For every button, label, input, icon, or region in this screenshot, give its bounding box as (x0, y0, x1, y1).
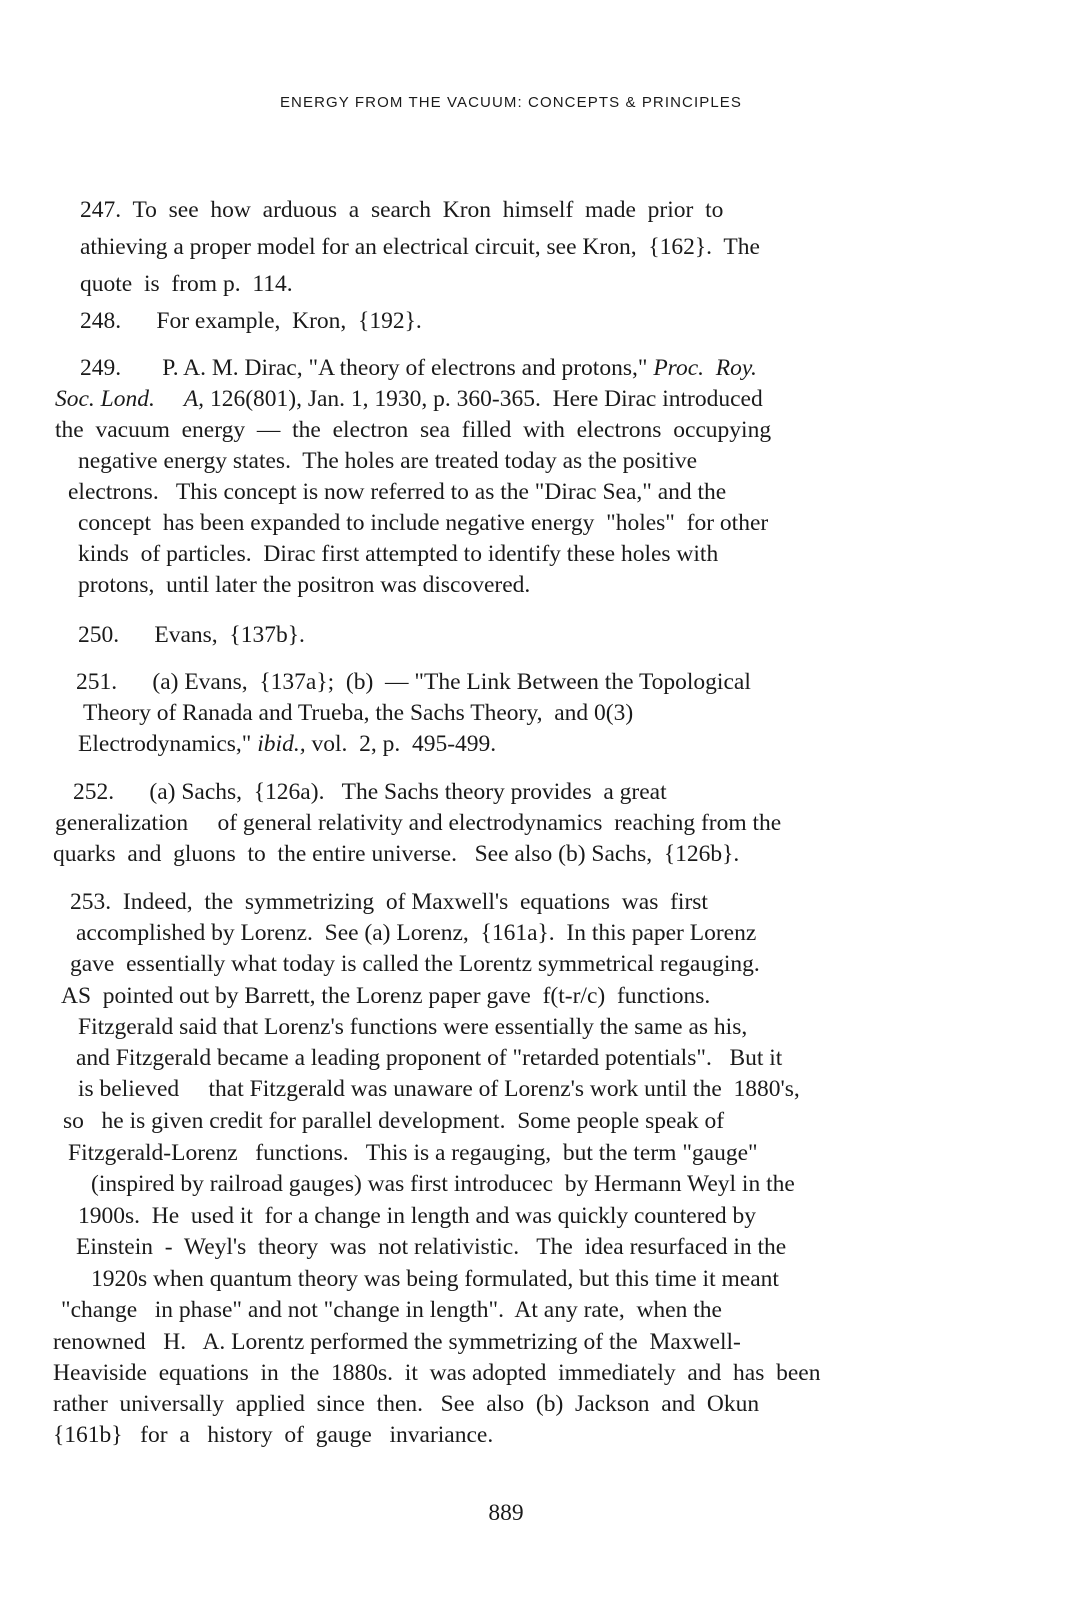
note-text: vol. 2, p. 495-499. (305, 731, 497, 757)
note-line: 248. For example, Kron, {192}. (80, 308, 422, 334)
journal-title: Proc. Roy. (653, 355, 757, 381)
note-line: accomplished by Lorenz. See (a) Lorenz, {161a}. In this paper Lorenz (76, 920, 757, 946)
note-line: quarks and gluons to the entire universe. See also (b) Sachs, {126b}. (53, 841, 740, 867)
note-line: (inspired by railroad gauges) was first introducec by Hermann Weyl in the (91, 1171, 795, 1197)
note-text: 249. P. A. M. Dirac, "A theory of electrons and protons," (80, 355, 654, 381)
note-line: electrons. This concept is now referred to as the "Dirac Sea," and the (68, 479, 727, 505)
note-line: Theory of Ranada and Trueba, the Sachs Theory, and 0(3) (83, 700, 634, 726)
note-line: 253. Indeed, the symmetrizing of Maxwell's equations was first (70, 889, 708, 915)
note-line: negative energy states. The holes are treated today as the positive (78, 448, 698, 474)
note-line: Heaviside equations in the 1880s. it was adopted immediately and has been (53, 1360, 821, 1386)
note-line: 1900s. He used it for a change in length and was quickly countered by (78, 1203, 757, 1229)
note-line: and Fitzgerald became a leading proponent of "retarded potentials". But it (76, 1045, 783, 1071)
note-line: Fitzgerald-Lorenz functions. This is a regauging, but the term "gauge" (68, 1140, 758, 1166)
note-line: 247. To see how arduous a search Kron himself made prior to (80, 197, 724, 223)
note-line (80, 354, 757, 382)
note-line: protons, until later the positron was discovered. (78, 572, 531, 598)
note-line: athieving a proper model for an electrical circuit, see Kron, {162}. The (80, 234, 760, 260)
note-text: 126(801), Jan. 1, 1930, p. 360-365. Here Dirac introduced (204, 386, 763, 412)
note-text: Electrodynamics," (78, 731, 258, 757)
note-line: "change in phase" and not "change in length". At any rate, when the (61, 1297, 722, 1323)
note-line: rather universally applied since then. See also (b) Jackson and Okun (53, 1391, 760, 1417)
note-line: renowned H. A. Lorentz performed the symmetrizing of the Maxwell- (53, 1329, 741, 1355)
note-line: Einstein - Weyl's theory was not relativistic. The idea resurfaced in the (76, 1234, 787, 1260)
note-line: {161b} for a history of gauge invariance. (53, 1422, 494, 1448)
note-line: 252. (a) Sachs, {126a). The Sachs theory provides a great (73, 779, 667, 805)
note-line: concept has been expanded to include negative energy "holes" for other (78, 510, 769, 536)
note-line: 250. Evans, {137b}. (78, 622, 305, 648)
running-header: ENERGY FROM THE VACUUM: CONCEPTS & PRINCIPLES (279, 94, 743, 111)
journal-title: Soc. Lond. (55, 386, 155, 412)
page-number: 889 (488, 1500, 524, 1526)
note-line: is believed that Fitzgerald was unaware of Lorenz's work until the 1880's, (78, 1076, 800, 1102)
note-line: so he is given credit for parallel development. Some people speak of (63, 1108, 725, 1134)
ibid-abbreviation: ibid., (257, 731, 306, 757)
note-line (78, 730, 496, 758)
note-line: kinds of particles. Dirac first attempted to identify these holes with (78, 541, 719, 567)
note-line: 1920s when quantum theory was being formulated, but this time it meant (91, 1266, 779, 1292)
note-line: AS pointed out by Barrett, the Lorenz paper gave f(t-r/c) functions. (61, 983, 711, 1009)
note-line: Fitzgerald said that Lorenz's functions were essentially the same as his, (78, 1014, 748, 1040)
note-line: gave essentially what today is called the Lorentz symmetrical regauging. (70, 951, 760, 977)
note-line: generalization of general relativity and electrodynamics reaching from the (55, 810, 782, 836)
note-line: quote is from p. 114. (80, 271, 293, 297)
note-line (55, 385, 763, 413)
note-line: the vacuum energy — the electron sea filled with electrons occupying (55, 417, 772, 443)
journal-series: A, (154, 386, 205, 412)
note-line: 251. (a) Evans, {137a}; (b) — "The Link Between the Topological (76, 669, 751, 695)
